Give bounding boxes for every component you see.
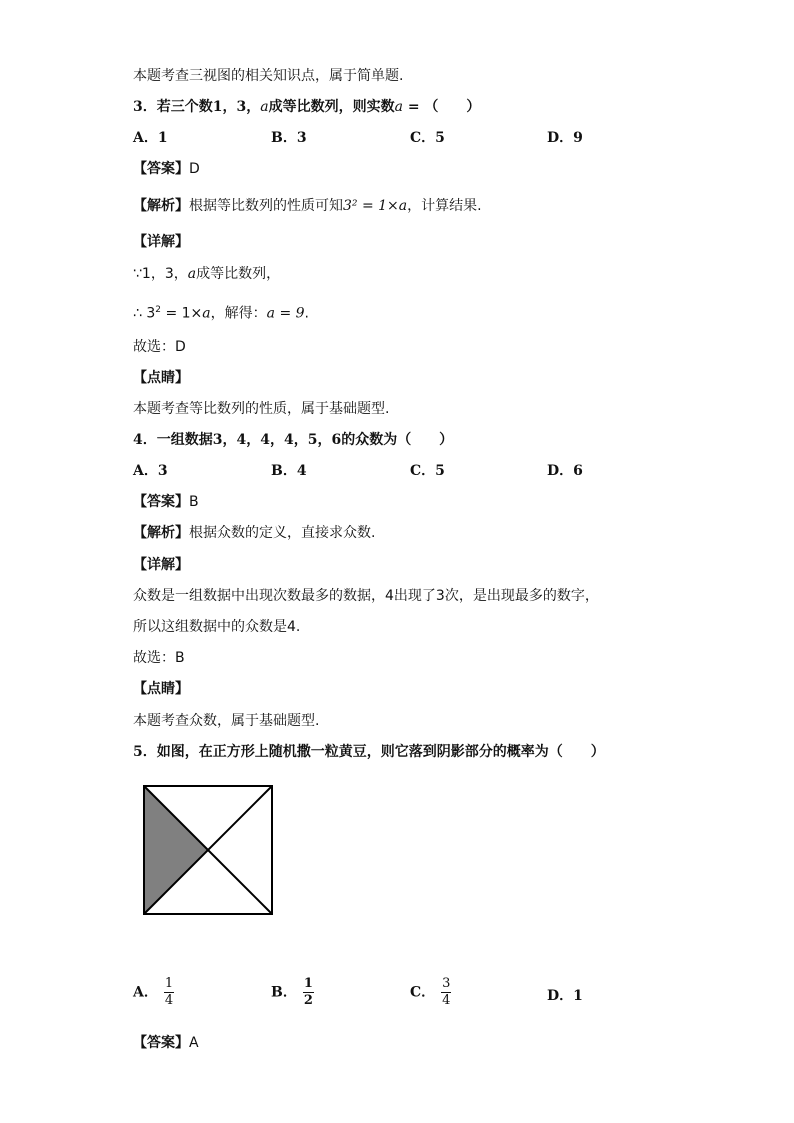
q3-analysis-prefix: 根据等比数列的性质可知 xyxy=(189,198,343,214)
q3-analysis-tag: 【解析】 xyxy=(133,198,189,214)
q5-stem: 5．如图，在正方形上随机撒一粒黄豆，则它落到阴影部分的概率为（ ） xyxy=(133,744,605,760)
q4-option-d: D．6 xyxy=(547,463,583,479)
q3-option-d: D．9 xyxy=(547,130,583,146)
q5-option-a-label: A． xyxy=(133,984,158,1001)
intro-text: 本题考查三视图的相关知识点，属于简单题. xyxy=(133,68,404,84)
q4-answer-value: B xyxy=(189,494,199,510)
q4-answer-tag: 【答案】 xyxy=(133,494,189,510)
q3-stem-suffix: = （ ） xyxy=(402,99,481,115)
q4-detail-tag: 【详解】 xyxy=(133,557,189,573)
q5-option-c-label: C． xyxy=(410,984,436,1001)
q3-detail-line2-end: . xyxy=(304,305,309,322)
q5-option-c-num: 3 xyxy=(442,976,451,991)
q4-comment-tag: 【点睛】 xyxy=(133,681,189,697)
q5-option-b xyxy=(271,976,314,1009)
q5-shaded-triangle xyxy=(144,786,208,914)
q4-choice: 故选：B xyxy=(133,650,185,666)
q3-detail-line2-var: a xyxy=(202,305,211,322)
q3-choice: 故选：D xyxy=(133,339,186,355)
q3-detail-line1 xyxy=(133,264,280,284)
q3-answer xyxy=(133,159,200,179)
q5-option-a xyxy=(133,976,174,1009)
q3-detail-line1-suffix: 成等比数列， xyxy=(196,266,281,282)
q4-analysis-text: 根据众数的定义，直接求众数. xyxy=(189,525,376,541)
q5-option-b-label: B． xyxy=(271,984,297,1001)
q4-stem: 4．一组数据3，4，4，4，5，6的众数为（ ） xyxy=(133,432,454,448)
q3-detail-line2-solve: ，解得： xyxy=(210,305,267,322)
q3-analysis xyxy=(133,196,482,216)
q3-option-c: C．5 xyxy=(410,130,445,146)
q4-option-c: C．5 xyxy=(410,463,445,479)
q3-stem-prefix: 3．若三个数1，3， xyxy=(133,99,261,115)
q5-answer-value: A xyxy=(189,1035,199,1051)
q3-detail-line1-var: a xyxy=(187,266,197,282)
q3-comment: 本题考查等比数列的性质，属于基础题型. xyxy=(133,401,390,417)
q5-option-a-den: 4 xyxy=(164,993,174,1008)
q3-detail-tag: 【详解】 xyxy=(133,234,189,250)
q3-stem xyxy=(133,97,480,117)
q4-option-b: B．4 xyxy=(271,463,307,479)
q5-square-figure xyxy=(141,783,275,917)
q3-detail-line2-result: a = 9 xyxy=(266,305,305,322)
q3-option-a: A．1 xyxy=(133,130,168,146)
q5-answer xyxy=(133,1033,199,1053)
q3-detail-line1-prefix: ∵1，3， xyxy=(133,266,188,282)
q3-answer-tag: 【答案】 xyxy=(133,161,189,177)
q3-answer-value: D xyxy=(189,161,200,177)
q4-comment: 本题考查众数，属于基础题型. xyxy=(133,713,320,729)
q5-option-a-num: 1 xyxy=(164,976,174,991)
q5-option-a-fraction xyxy=(164,976,174,1009)
q5-option-b-den: 2 xyxy=(303,993,313,1008)
q4-analysis xyxy=(133,523,375,543)
q3-comment-tag: 【点睛】 xyxy=(133,370,189,386)
q4-detail-line1: 众数是一组数据中出现次数最多的数据，4出现了3次，是出现最多的数字， xyxy=(133,588,599,604)
q3-detail-line2 xyxy=(133,300,309,324)
q4-answer xyxy=(133,492,199,512)
q5-option-d: D．1 xyxy=(547,988,583,1004)
q3-option-b: B．3 xyxy=(271,130,307,146)
q5-answer-tag: 【答案】 xyxy=(133,1035,189,1051)
q5-option-c-fraction xyxy=(441,976,451,1009)
q3-analysis-expr: 3² = 1×a xyxy=(343,198,408,214)
q5-option-c xyxy=(410,976,451,1009)
q5-option-b-num: 1 xyxy=(303,976,313,991)
q3-detail-line2-sup: 2 xyxy=(155,305,161,315)
q5-option-c-den: 4 xyxy=(442,993,451,1008)
q3-var-a: a xyxy=(260,99,269,115)
q3-stem-mid: 成等比数列，则实数 xyxy=(268,99,395,115)
q3-analysis-suffix: ，计算结果. xyxy=(407,198,482,214)
q5-option-b-fraction xyxy=(303,976,314,1009)
q4-detail-line2: 所以这组数据中的众数是4. xyxy=(133,619,301,635)
q4-analysis-tag: 【解析】 xyxy=(133,525,189,541)
q3-var-a2: a xyxy=(394,99,403,115)
q3-detail-line2-mid: = 1× xyxy=(161,305,203,322)
q3-detail-line2-prefix: ∴ 3 xyxy=(133,305,156,322)
q4-option-a: A．3 xyxy=(133,463,168,479)
